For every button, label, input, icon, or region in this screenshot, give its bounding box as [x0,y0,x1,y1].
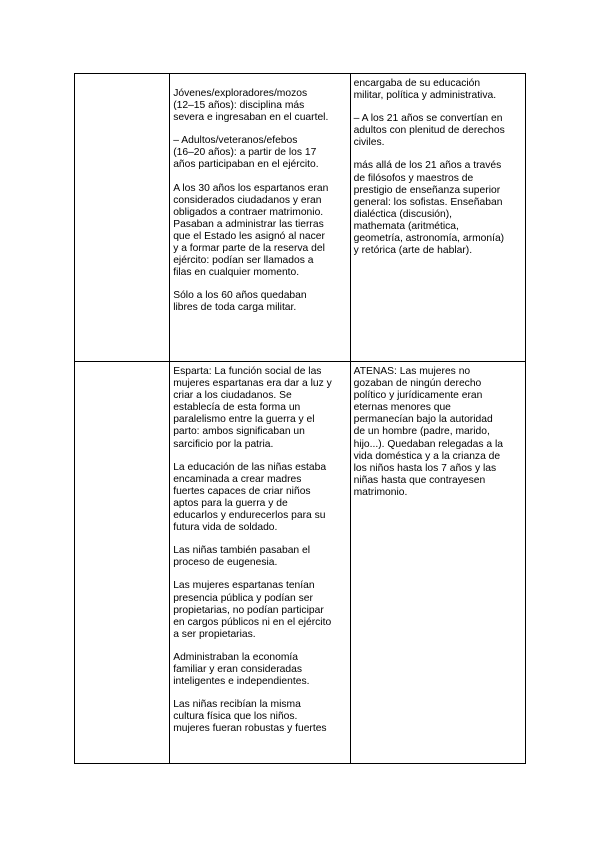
table-row [75,362,526,764]
paragraph: – A los 21 años se convertían en adultos con plenitud de derechos civiles. [353,113,505,149]
paragraph: A los 30 años los espartanos eran considerados ciudadanos y eran obligados a contraer matrimonio. Pasaban a administrar las tierras que el Estado les asignó al nacer y a formar parte de la reserva del ejército: podían ser llamados a filas en cualquier momento. [173,182,329,279]
paragraph: Las niñas recibían la misma cultura física que los niños. mujeres fueran robustas y fuertes [173,699,327,735]
row1-athens-cell [350,74,525,362]
paragraph: – Adultos/veteranos/efebos (16–20 años): a partir de los 17 años participaban en el ejército. [173,135,319,171]
paragraph: Sólo a los 60 años quedaban libres de toda carga militar. [173,290,307,314]
row1-label-cell [75,74,170,362]
paragraph: Esparta: La función social de las mujeres espartanas era dar a luz y criar a los ciudadanos. Se establecía de esta forma un paralelismo entre la guerra y el parto: ambos significaban un sarcificio por la patria. [173,366,332,450]
paragraph: Administraban la economía familiar y eran consideradas inteligentes e independientes. [173,651,310,688]
row2-sparta-cell [170,362,350,764]
paragraph: más allá de los 21 años a través de filósofos y maestros de prestigio de enseñanza superior general: los sofistas. Enseñaban dialéctica (discusión), mathemata (aritmética, geometría, astronomía, armonía) y retórica (arte de hablar). [353,160,505,257]
row2-label-cell [75,362,170,764]
paragraph: Las niñas también pasaban el proceso de eugenesia. [173,545,311,569]
paragraph: encargaba de su educación militar, política y administrativa. [353,78,497,102]
row1-sparta-cell [170,74,350,362]
paragraph: Jóvenes/exploradores/mozos (12–15 años): disciplina más severa e ingresaban en el cuartel. [173,88,329,124]
paragraph: La educación de las niñas estaba encaminada a crear madres fuertes capaces de criar niños aptos para la guerra y de educarlos y endurecerlos para su futura vida de soldado. [173,461,327,534]
table-row [75,74,526,362]
paragraph: ATENAS: Las mujeres no gozaban de ningún derecho político y jurídicamente eran eternas menores que permanecían bajo la autoridad de un hombre (padre, marido, hijo...). Quedaban relegadas a la vida doméstica y a la crianza de los niños hasta los 7 años y las niñas hasta que contrayesen matrimonio. [353,366,503,498]
paragraph: Las mujeres espartanas tenían presencia pública y podían ser propietarias, no podían participar en cargos públicos ni en el ejército a ser propietarias. [173,580,332,640]
row2-athens-cell [350,362,525,764]
content-table [74,73,526,764]
